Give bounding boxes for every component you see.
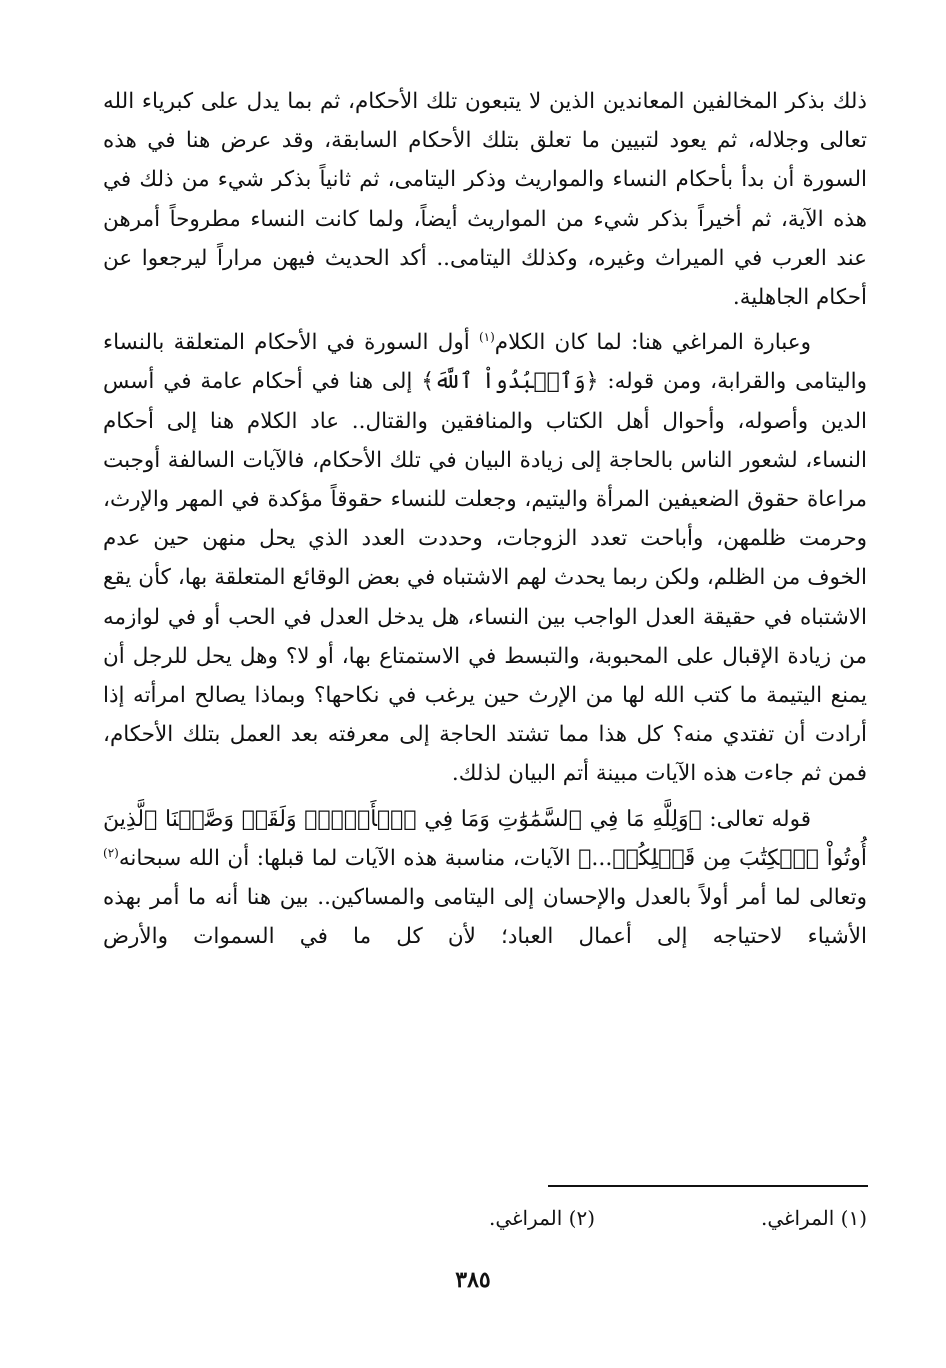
footnote-1: (١) المراغي. [760,1206,867,1230]
paragraph-3-text-a: قوله تعالى: [701,806,811,832]
paragraph-2-text-c: إلى هنا في أحكام عامة في أسس الدين وأصوله، وأحوال أهل الكتاب والمنافقين والقتال.. عاد الكلام هنا إلى أحكام النساء، لشعور الناس بالحاجة إلى زيادة البيان في تلك الأحكام، فالآيات السالفة أوجبت مراعاة حقوق الضعيفين المرأة واليتيم، وجعلت للنساء حقوقاً مؤكدة في المهر والإرث، وحرمت ظلمهن، وأباحت تعدد الزوجات، وحددت العدد الذي يحل منهن حين عدم الخوف من الظلم، ولكن ربما يحدث لهم الاشتباه في بعض الوقائع المتعلقة بها، كأن يقع الاشتباه في حقيقة العدل الواجب بين النساء، هل يدخل العدل في الحب أو في لوازمه من زيادة الإقبال على المحبوبة، والتبسط في الاستمتاع بها، أو لا؟ وهل يحل للرجل أن يمنع اليتيمة ما كتب الله لها من الإرث حين يرغب في نكاحها؟ وبماذا يصالح امرأته إذا أرادت أن تفتدي منه؟ كل هذا مما تشتد الحاجة إلى معرفته بعد العمل بتلك الأحكام، فمن ثم جاءت هذه الآيات مبينة أتم البيان لذلك. [103,369,867,787]
page-number: ٣٨٥ [455,1267,491,1293]
footnote-ref-1[interactable]: (١) [478,330,495,345]
footnote-ref-2[interactable]: (٢) [103,845,119,860]
quran-verse-1: ﴿وَٱعۡبُدُواْ ٱللَّهَ﴾ [421,369,599,395]
footnote-2: (٢) المراغي. [488,1206,595,1230]
page-body [103,82,867,956]
paragraph-2-text-b: أول السورة في الأحكام المتعلقة بالنساء واليتامى والقرابة، ومن قوله: [103,330,867,395]
paragraph-2 [103,323,867,793]
paragraph-3-text-c: وتعالى لما أمر أولاً بالعدل والإحسان إلى اليتامى والمساكين.. بين هنا أنه ما أمر بهذه الأشياء لاحتياجه إلى أعمال العباد؛ لأن كل ما في السموات والأرض [103,885,867,950]
paragraph-3 [103,800,867,957]
footnotes [300,1200,867,1236]
paragraph-3-text-b: الآيات، مناسبة هذه الآيات لما قبلها: أن الله سبحانه [118,845,579,871]
quran-verse-2: ﴿وَلِلَّهِ مَا فِي ٱلسَّمَٰوَٰتِ وَمَا فِي ٱلۡأَرۡضِۗ وَلَقَدۡ وَصَّيۡنَا ٱلَّذِينَ أُوتُواْ ٱلۡكِتَٰبَ مِن قَبۡلِكُمۡ...﴾ [103,806,867,871]
paragraph-1: ذلك بذكر المخالفين المعاندين الذين لا يتبعون تلك الأحكام، ثم بما يدل على كبرياء الله تعالى وجلاله، ثم يعود لتبيين ما تعلق بتلك الأحكام السابقة، وقد عرض هنا في هذه السورة أن بدأ بأحكام النساء والمواريث وذكر اليتامى، ثم ثانياً بذكر شيء من ذلك في هذه الآية، ثم أخيراً بذكر شيء من المواريث أيضاً، ولما كانت النساء مطروحاً أمرهن عند العرب في الميراث وغيره، وكذلك اليتامى.. أكد الحديث فيهن مراراً ليرجعوا عن أحكام الجاهلية. [103,89,867,311]
footnote-divider [548,1185,868,1187]
paragraph-2-text-a: وعبارة المراغي هنا: لما كان الكلام [494,330,811,356]
